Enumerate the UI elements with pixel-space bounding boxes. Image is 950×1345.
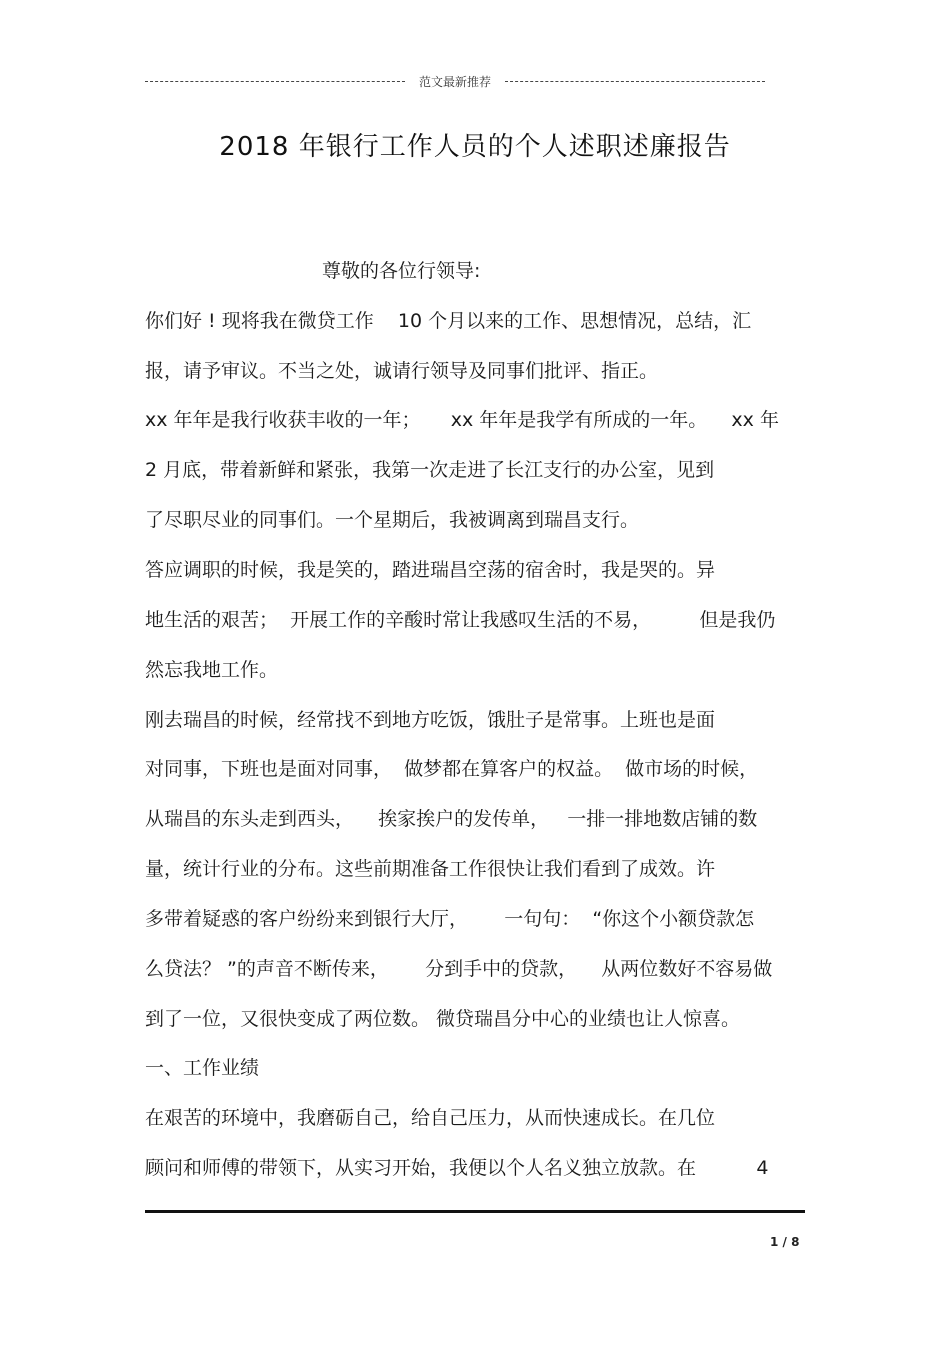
section-heading: 一、工作业绩 (145, 1057, 260, 1079)
body-line: 报，请予审议。不当之处，诚请行领导及同事们批评、指正。 (145, 360, 659, 382)
body-line: 到了一位，又很快变成了两位数。 微贷瑞昌分中心的业绩也让人惊喜。 (145, 1008, 741, 1030)
body-line: 对同事，下班也是面对同事， 做梦都在算客户的权益。 做市场的时候， (145, 758, 759, 780)
body-line: 在艰苦的环境中，我磨砺自己，给自己压力，从而快速成长。在几位 (145, 1107, 716, 1129)
body-line: xx 年年是我行收获丰收的一年； xx 年年是我学有所成的一年。 xx 年 (145, 409, 779, 431)
body-line: 多带着疑惑的客户纷纷来到银行大厅， 一句句： “你这个小额贷款怎 (145, 908, 755, 930)
body-line: 答应调职的时候，我是笑的，踏进瑞昌空荡的宿舍时，我是哭的。异 (145, 559, 716, 581)
body-line: 刚去瑞昌的时候，经常找不到地方吃饭，饿肚子是常事。上班也是面 (145, 709, 716, 731)
page-number: 1 / 8 (770, 1235, 800, 1249)
body-line: 然忘我地工作。 (145, 659, 279, 681)
footer-rule (145, 1210, 805, 1213)
header-dash-left (145, 81, 405, 82)
body-line: 顾问和师傅的带领下，从实习开始，我便以个人名义独立放款。在 4 (145, 1157, 769, 1179)
body-line: 地生活的艰苦； 开展工作的辛酸时常让我感叹生活的不易， 但是我仍 (145, 609, 776, 631)
body-line: 从瑞昌的东头走到西头， 挨家挨户的发传单， 一排一排地数店铺的数 (145, 808, 758, 830)
page-header (145, 70, 765, 92)
body-line: 了尽职尽业的同事们。一个星期后，我被调离到瑞昌支行。 (145, 509, 640, 531)
salutation: 尊敬的各位行领导: (322, 260, 481, 282)
header-text: 范文最新推荐 (419, 74, 492, 89)
header-dash-right (505, 81, 765, 82)
body-line: 2 月底，带着新鲜和紧张，我第一次走进了长江支行的办公室，见到 (145, 459, 715, 481)
document-title: 2018 年银行工作人员的个人述职述廉报告 (219, 132, 731, 162)
body-line: 么贷法？ ”的声音不断传来， 分到手中的贷款， 从两位数好不容易做 (145, 958, 773, 980)
body-line: 量，统计行业的分布。这些前期准备工作很快让我们看到了成效。许 (145, 858, 716, 880)
body-line: 你们好 ! 现将我在微贷工作 10 个月以来的工作、思想情况，总结，汇 (145, 310, 752, 332)
